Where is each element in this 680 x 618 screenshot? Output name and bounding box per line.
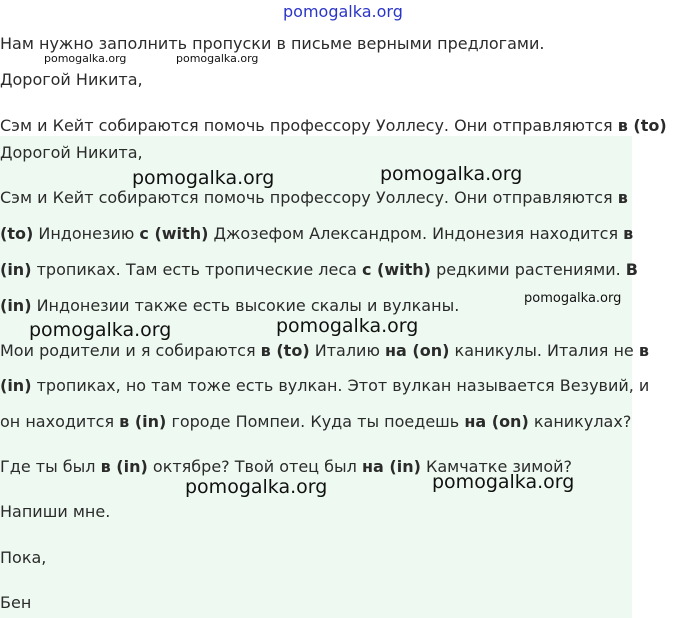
watermark: pomogalka.org <box>185 476 328 498</box>
task-text: Нам нужно заполнить пропуски в письме верными предлогами. <box>0 34 545 53</box>
p2-line-3 <box>0 412 632 431</box>
p1-l2-bold: с (with) <box>139 224 209 243</box>
p1-l2-text2: Джозефом Александром. Индонезия находится <box>208 224 624 243</box>
p3-text3: Камчатке зимой? <box>420 457 573 476</box>
p1-l3-bold-start: (in) <box>0 260 32 279</box>
p1-line-1 <box>0 188 632 207</box>
p1-l4-bold-start: (in) <box>0 296 32 315</box>
p1-l3-bold: с (with) <box>362 260 431 279</box>
p3-bold2: на (in) <box>361 457 421 476</box>
p3-text2: октябре? Твой отец был <box>147 457 362 476</box>
p2-l2-text: тропиках, но там тоже есть вулкан. Этот вулкан называется Везувий, и <box>31 376 650 395</box>
p1-l3-text: тропиках. Там есть тропические леса <box>31 260 362 279</box>
watermark: pomogalka.org <box>524 291 622 306</box>
p3-text: Где ты был <box>0 457 101 476</box>
p1-l3-text2: редкими растениями. <box>430 260 626 279</box>
watermark: pomogalka.org <box>176 52 259 65</box>
name-text: Бен <box>0 593 32 612</box>
watermark: pomogalka.org <box>432 471 575 493</box>
write-text: Напиши мне. <box>0 502 111 521</box>
watermark: pomogalka.org <box>132 167 275 189</box>
p2-l3-text2: городе Помпеи. Куда ты поедешь <box>166 412 465 431</box>
p2-l1-bold2: на (on) <box>385 341 450 360</box>
p1-l2-text: Индонезию <box>33 224 140 243</box>
original-text: Сэм и Кейт собираются помочь профессору Уоллесу. Они отправляются <box>0 116 618 135</box>
bye-text: Пока, <box>0 548 47 567</box>
p2-l1-text3: каникулы. Италия не <box>449 341 639 360</box>
p2-l2-bold-start: (in) <box>0 376 32 395</box>
p2-l1-text: Мои родители и я собираются <box>0 341 261 360</box>
p2-l3-text: он находится <box>0 412 120 431</box>
p2-l1-text2: Италию <box>309 341 385 360</box>
answer-greeting: Дорогой Никита, <box>0 143 143 162</box>
p1-line-2 <box>0 224 632 243</box>
p2-l1-bold3: в <box>638 341 649 360</box>
p1-l2-bold-start: (to) <box>0 224 34 243</box>
p2-l3-bold2: на (on) <box>464 412 529 431</box>
p1-l4-text: Индонезии также есть высокие скалы и вулканы. <box>31 296 460 315</box>
p2-line-1 <box>0 341 649 360</box>
p1-line-3 <box>0 260 638 279</box>
p1-l3-bold2: В <box>625 260 638 279</box>
original-bold: в (to) <box>617 116 667 135</box>
site-link[interactable]: pomogalka.org <box>283 2 403 21</box>
p3-bold: в (in) <box>100 457 148 476</box>
original-line <box>0 116 667 135</box>
p2-line-2 <box>0 376 650 395</box>
header-bar <box>0 0 680 24</box>
watermark: pomogalka.org <box>44 52 127 65</box>
watermark: pomogalka.org <box>29 319 172 341</box>
p1-l1-bold: в <box>617 188 628 207</box>
p1-l2-bold2: в <box>623 224 634 243</box>
p1-l1-text: Сэм и Кейт собираются помочь профессору Уоллесу. Они отправляются <box>0 188 618 207</box>
p2-l3-text3: каникулах? <box>528 412 632 431</box>
watermark: pomogalka.org <box>276 315 419 337</box>
p2-l3-bold: в (in) <box>119 412 167 431</box>
greeting-text: Дорогой Никита, <box>0 70 143 89</box>
p2-l1-bold: в (to) <box>260 341 310 360</box>
watermark: pomogalka.org <box>380 163 523 185</box>
